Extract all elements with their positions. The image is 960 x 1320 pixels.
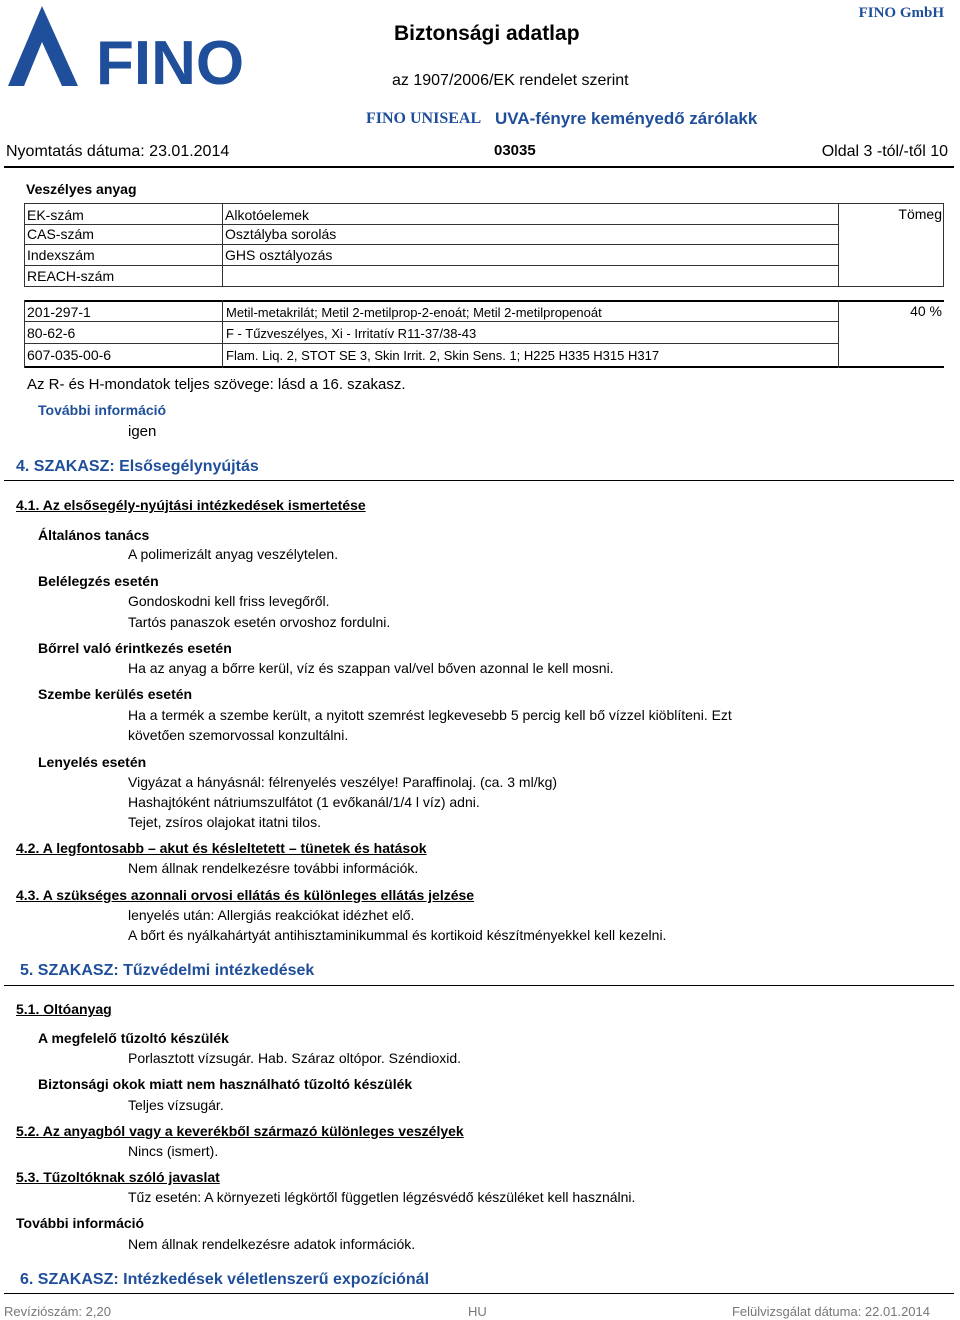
page-info: Oldal 3 -tól/-től 10 <box>821 143 948 160</box>
suitable-extinguisher-text: Porlasztott vízsugár. Hab. Száraz oltópor. Széndioxid. <box>128 1050 462 1066</box>
inhalation-label: Belélegzés esetén <box>38 573 159 589</box>
section-5-1-heading: 5.1. Oltóanyag <box>16 1001 112 1017</box>
company-logo <box>4 4 245 98</box>
col-header-cas: CAS-szám <box>27 226 94 242</box>
general-advice-text: A polimerizált anyag veszélytelen. <box>128 546 339 562</box>
inhalation-text-2: Tartós panaszok esetén orvoshoz fordulni. <box>128 614 391 630</box>
col-header-components: Alkotóelemek <box>225 207 310 223</box>
revision-number: Revíziószám: 2,20 <box>4 1304 111 1319</box>
svg-text:FINO: FINO <box>96 29 245 98</box>
hazard-table-title: Veszélyes anyag <box>26 181 137 197</box>
col-header-ghs: GHS osztályozás <box>225 247 333 263</box>
section-4-3-text-2: A bőrt és nyálkahártyát antihisztaminikummal és kortikoid készítményekkel kell kezelni. <box>128 927 667 943</box>
product-brand: FINO UNISEAL <box>366 110 482 127</box>
header-divider <box>4 166 954 168</box>
print-date: Nyomtatás dátuma: 23.01.2014 <box>6 143 230 160</box>
general-advice-label: Általános tanács <box>38 527 150 543</box>
product-name: UVA-fényre keményedő zárólakk <box>495 109 758 128</box>
cell-cas: 80-62-6 <box>27 325 76 341</box>
section-5-3-heading: 5.3. Tűzoltóknak szóló javaslat <box>16 1169 220 1185</box>
eye-contact-text-2: követően szemorvossal konzultálni. <box>128 727 349 743</box>
col-header-reach: REACH-szám <box>27 268 115 284</box>
suitable-extinguisher-label: A megfelelő tűzoltó készülék <box>38 1030 229 1046</box>
r-h-statements-note: Az R- és H-mondatok teljes szövege: lásd a 16. szakasz. <box>27 376 406 393</box>
cell-mass: 40 % <box>910 303 942 319</box>
regulation-text: az 1907/2006/EK rendelet szerint <box>392 72 629 89</box>
inhalation-text-1: Gondoskodni kell friss levegőről. <box>128 593 330 609</box>
col-header-index: Indexszám <box>27 247 95 263</box>
cell-component: Metil-metakrilát; Metil 2-metilprop-2-enoát; Metil 2-metilpropenoát <box>226 305 602 320</box>
cell-index: 607-035-00-6 <box>27 347 112 363</box>
further-info-label: További információ <box>38 402 167 418</box>
unsuitable-extinguisher-text: Teljes vízsugár. <box>128 1097 224 1113</box>
section-4-3-heading: 4.3. A szükséges azonnali orvosi ellátás és különleges ellátás jelzése <box>16 887 475 903</box>
logo-graphic <box>4 4 245 98</box>
section-6-title: 6. SZAKASZ: Intézkedések véletlenszerű expozíciónál <box>20 1271 430 1288</box>
cell-ghs: Flam. Liq. 2, STOT SE 3, Skin Irrit. 2, Skin Sens. 1; H225 H335 H315 H317 <box>226 348 660 363</box>
ingestion-text-1: Vigyázat a hányásnál: félrenyelés veszélye! Paraffinolaj. (ca. 3 ml/kg) <box>128 774 558 790</box>
language-code: HU <box>468 1304 487 1319</box>
ingestion-text-3: Tejet, zsíros olajokat itatni tilos. <box>128 814 321 830</box>
section-5-2-text: Nincs (ismert). <box>128 1143 219 1159</box>
company-name: FINO GmbH <box>858 5 944 21</box>
eye-contact-text-1: Ha a termék a szembe került, a nyitott szemrést legkevesebb 5 percig kell bő vízzel kiöblíteni. Ezt <box>128 707 732 723</box>
section-5-title: 5. SZAKASZ: Tűzvédelmi intézkedések <box>20 962 315 979</box>
unsuitable-extinguisher-label: Biztonsági okok miatt nem használható tűzoltó készülék <box>38 1076 413 1092</box>
cell-ek: 201-297-1 <box>27 304 91 320</box>
section-4-3-text-1: lenyelés után: Allergiás reakciókat idézhet elő. <box>128 907 415 923</box>
col-header-ek: EK-szám <box>27 207 84 223</box>
section-5-2-heading: 5.2. Az anyagból vagy a keverékből származó különleges veszélyek <box>16 1123 464 1139</box>
col-header-mass: Tömeg <box>898 206 942 222</box>
section-4-title: 4. SZAKASZ: Elsősegélynyújtás <box>16 458 259 475</box>
product-code: 03035 <box>494 142 536 159</box>
ingestion-text-2: Hashajtóként nátriumszulfátot (1 evőkanál/1/4 l víz) adni. <box>128 794 480 810</box>
section-4-2-heading: 4.2. A legfontosabb – akut és késleltetett – tünetek és hatások <box>16 840 427 856</box>
col-header-classification: Osztályba sorolás <box>225 226 337 242</box>
section-5-further-info-text: Nem állnak rendelkezésre adatok információk. <box>128 1236 416 1252</box>
eye-contact-label: Szembe kerülés esetén <box>38 686 193 702</box>
review-date: Felülvizsgálat dátuma: 22.01.2014 <box>731 1304 930 1319</box>
ingestion-label: Lenyelés esetén <box>38 754 147 770</box>
section-4-1-heading: 4.1. Az elsősegély-nyújtási intézkedések ismertetése <box>16 497 366 513</box>
section-4-2-text: Nem állnak rendelkezésre további információk. <box>128 860 419 876</box>
skin-contact-label: Bőrrel való érintkezés esetén <box>38 640 232 656</box>
further-info-value: igen <box>128 423 157 440</box>
document-title: Biztonsági adatlap <box>394 22 580 45</box>
section-5-3-text: Tűz esetén: A környezeti légkörtől független légzésvédő készüléket kell használni. <box>128 1189 636 1205</box>
cell-classification: F - Tűzveszélyes, Xi - Irritatív R11-37/38-43 <box>226 326 477 341</box>
skin-contact-text: Ha az anyag a bőrre kerül, víz és szappan val/vel bőven azonnal le kell mosni. <box>128 660 614 676</box>
section-5-further-info-label: További információ <box>16 1215 145 1231</box>
